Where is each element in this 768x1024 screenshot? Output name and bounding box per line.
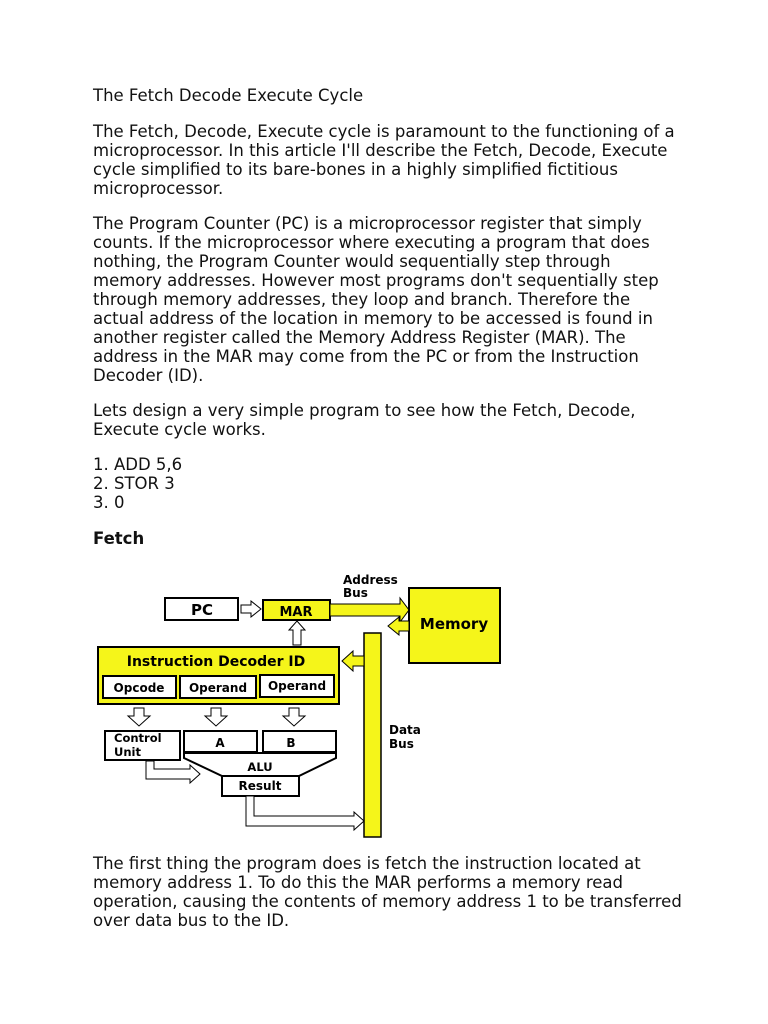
register-b-box [263, 731, 336, 752]
data-bus-label: Data [389, 723, 421, 737]
paragraph-intro: The Fetch, Decode, Execute cycle is paramount to the functioning of a microprocessor. In this article I'll describe the Fetch, Decode, Execute cycle simplified to its bare-bones in a highly simplified fictitious microprocessor. [93, 122, 675, 198]
control-to-alu-arrow [146, 761, 200, 783]
id-to-mar-arrow [289, 621, 305, 645]
memory-to-data-bus-arrow [388, 617, 409, 635]
memory-label: Memory [419, 615, 489, 633]
program-line: 3. 0 [93, 493, 125, 512]
document-body [93, 86, 683, 549]
result-to-data-bus-arrow [246, 796, 364, 830]
program-line: 2. STOR 3 [93, 474, 175, 493]
operand1-down-arrow [205, 708, 227, 726]
program-listing [93, 455, 683, 512]
data-bus-bar [364, 633, 381, 837]
address-bus-label-2: Bus [343, 586, 368, 600]
document-title: The Fetch Decode Execute Cycle [93, 86, 364, 105]
pc-label: PC [190, 601, 214, 619]
address-bus-label: Address [343, 573, 398, 587]
control-unit-label: Control [114, 731, 162, 745]
paragraph-program-design: Lets design a very simple program to see how the Fetch, Decode, Execute cycle works. [93, 401, 636, 439]
paragraph-program-counter: The Program Counter (PC) is a microprocessor register that simply counts. If the microprocessor where executing a program that does nothing, the Program Counter would sequentially step through memory addresses. However most programs don't sequentially step through memory addresses, they loop and branch. Therefore the actual address of the location in memory to be accessed is found in another register called the Memory Address Register (MAR). The address in the MAR may come from the PC or from the Instruction Decoder (ID). [93, 214, 659, 385]
opcode-label: Opcode [113, 681, 165, 695]
instruction-decoder-label: Instruction Decoder ID [126, 654, 306, 670]
opcode-down-arrow [128, 708, 150, 726]
register-b-label: B [286, 736, 296, 750]
alu-label: ALU [247, 760, 273, 774]
section-heading-fetch: Fetch [93, 529, 145, 548]
paragraph-fetch-explanation: The first thing the program does is fetch the instruction located at memory address 1. To do this the MAR performs a memory read operation, causing the contents of memory address 1 to be transferred over data bus to the ID. [93, 854, 682, 930]
mar-label: MAR [279, 605, 313, 620]
fetch-diagram [96, 566, 506, 840]
register-a-label: A [215, 736, 225, 750]
result-label: Result [238, 779, 282, 793]
operand-label-2: Operand [267, 679, 327, 693]
data-bus-to-id-arrow [342, 651, 364, 671]
control-unit-label-2: Unit [114, 745, 141, 759]
program-line: 1. ADD 5,6 [93, 455, 183, 474]
data-bus-label-2: Bus [389, 737, 414, 751]
pc-to-mar-arrow [241, 601, 261, 617]
document-body-continued [93, 854, 683, 946]
operand-label-1: Operand [188, 681, 248, 695]
operand2-down-arrow [283, 708, 305, 726]
